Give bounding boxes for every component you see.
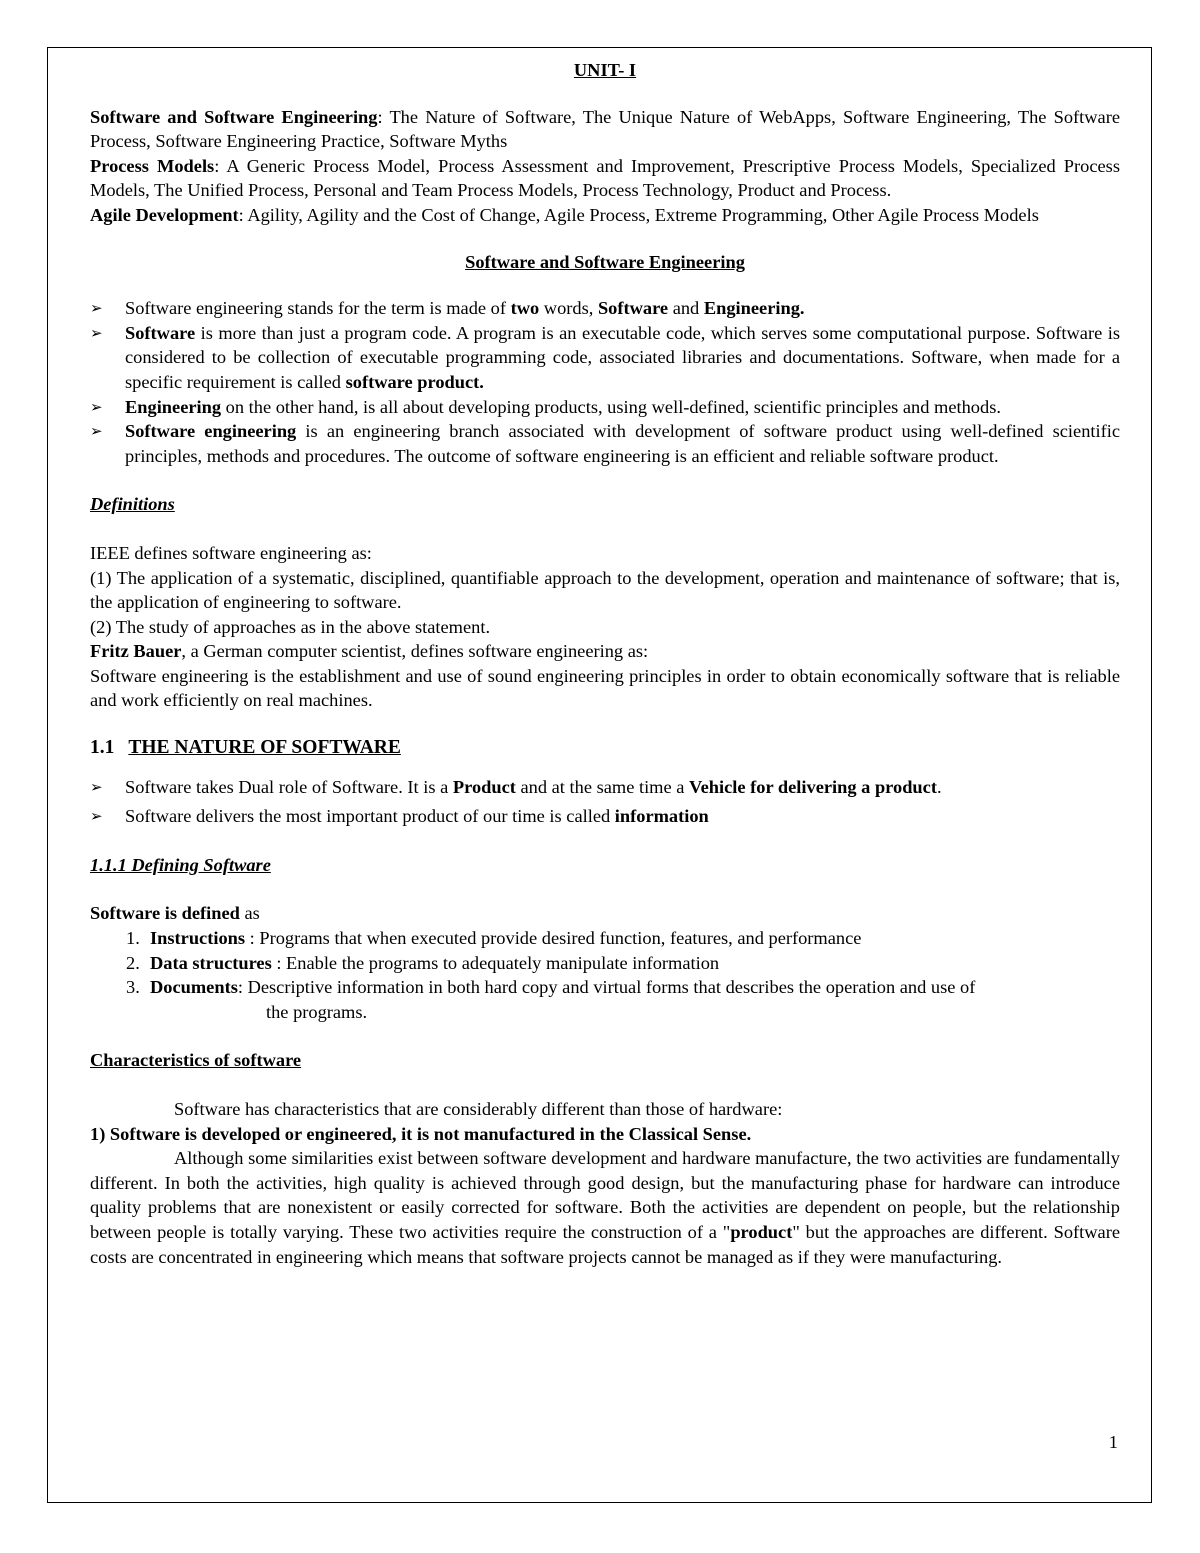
item-number: 2.: [126, 952, 140, 973]
syllabus-text: : A Generic Process Model, Process Assessment and Improvement, Prescriptive Process Models, Specialized Process Models, The Unified Process, Personal and Team Process Models, Process Technology, Product and Process.: [90, 155, 1120, 201]
text: Software delivers the most important product of our time is called: [125, 806, 615, 827]
nature-heading: [90, 736, 1120, 761]
item-number: 1.: [126, 928, 140, 949]
arrow-bullet-icon: ➢: [90, 397, 103, 416]
list-item: [90, 775, 1120, 800]
arrow-bullet-icon: ➢: [90, 299, 103, 318]
bold-text: Software engineering: [125, 421, 297, 442]
syllabus-label: Software and Software Engineering: [90, 106, 378, 127]
text: is an engineering branch associated with development of software product using well-defined scientific principles, methods and procedures. The outcome of software engineering is an efficient and reliable software product.: [125, 421, 1120, 466]
characteristics-heading: Characteristics of software: [90, 1050, 302, 1071]
text: " but the approaches are different. Software costs are concentrated in engineering which means that software projects cannot be managed as if they were manufacturing.: [90, 1221, 1121, 1267]
section-number: 1.1: [90, 737, 115, 759]
arrow-bullet-icon: ➢: [90, 777, 103, 796]
bold-text: Documents: [150, 977, 238, 998]
ieee-line: IEEE defines software engineering as:: [90, 542, 372, 563]
arrow-bullet-icon: ➢: [90, 422, 103, 441]
software-definition-list: [90, 926, 1120, 1024]
syllabus-text: : Agility, Agility and the Cost of Change, Agile Process, Extreme Programming, Other Agile Process Models: [238, 204, 1039, 225]
section-heading: Software and Software Engineering: [465, 251, 745, 272]
fritz-bauer-line: [90, 639, 1120, 664]
bold-text: Vehicle for delivering a product: [689, 776, 937, 797]
item-number: 3.: [126, 977, 140, 998]
defined-as-line: [90, 901, 1120, 926]
text: and at the same time a: [515, 776, 690, 797]
text: , a German computer scientist, defines software engineering as:: [181, 641, 649, 662]
syllabus-label: Process Models: [90, 155, 215, 176]
text: Software engineering stands for the term is made of: [125, 298, 511, 319]
fritz-bauer-definition: Software engineering is the establishment and use of sound engineering principles in order to obtain economically software that is reliable and work efficiently on real machines.: [90, 665, 1120, 711]
list-item: [90, 296, 1120, 321]
list-item: [90, 804, 1120, 829]
bold-text: information: [614, 806, 709, 827]
text: : Enable the programs to adequately manipulate information: [271, 952, 720, 973]
bold-text: Data structures: [150, 952, 272, 973]
list-item: [126, 926, 1120, 951]
text: Although some similarities exist between software development and hardware manufacture, the two activities are fundamentally different. In both the activities, high quality is achieved through good design, but the manufacturing phase for hardware can introduce quality problems that are nonexistent or easily corrected for software. Both the activities are dependent on people, but the relationship between people is totally varying. These two activities require the construction of a ": [90, 1148, 1120, 1242]
syllabus-process-models: [90, 154, 1120, 203]
bold-text: Engineering.: [703, 298, 805, 319]
text: : Programs that when executed provide desired function, features, and performance: [245, 928, 862, 949]
bold-text: software product.: [345, 371, 484, 392]
syllabus-agile: [90, 203, 1120, 228]
definition-1: (1) The application of a systematic, disciplined, quantifiable approach to the development, operation and maintenance of software; that is, the application of engineering to software.: [90, 567, 1120, 613]
text: on the other hand, is all about developing products, using well-defined, scientific principles and methods.: [221, 396, 1001, 417]
defining-software-heading: 1.1.1 Defining Software: [90, 854, 271, 875]
definitions-heading: Definitions: [90, 494, 175, 515]
page-number: 1: [1108, 1432, 1118, 1452]
bold-text: Instructions: [150, 928, 246, 949]
list-item: [90, 395, 1120, 420]
characteristic-point-1: 1) Software is developed or engineered, it is not manufactured in the Classical Sense.: [90, 1123, 752, 1144]
list-item: [90, 321, 1120, 395]
list-item: [126, 975, 1120, 1000]
text: words,: [539, 298, 598, 319]
bold-text: Engineering: [125, 396, 222, 417]
bold-text: product: [730, 1221, 793, 1242]
definition-2: (2) The study of approaches as in the above statement.: [90, 616, 491, 637]
section-title: THE NATURE OF SOFTWARE: [128, 737, 401, 759]
document-body: [90, 58, 1120, 1269]
characteristics-intro: Software has characteristics that are considerably different than those of hardware:: [174, 1099, 783, 1119]
arrow-bullet-icon: ➢: [90, 323, 103, 342]
syllabus-software-engineering: [90, 105, 1120, 154]
bold-text: Software: [597, 298, 669, 319]
text: and: [668, 298, 704, 319]
text: Software takes Dual role of Software. It is a: [125, 776, 453, 797]
bold-text: Product: [452, 776, 516, 797]
list-item: [90, 419, 1120, 468]
syllabus-label: Agile Development: [90, 204, 239, 225]
text: : Descriptive information in both hard copy and virtual forms that describes the operation and use of: [237, 977, 976, 998]
bold-text: Software is defined: [90, 903, 240, 924]
text: is more than just a program code. A program is an executable code, which serves some computational purpose. Software is considered to be collection of executable programming code, associated libraries and documentations. Software, when made for a specific requirement is called: [125, 322, 1120, 392]
characteristic-paragraph: [90, 1146, 1120, 1269]
list-item: [126, 951, 1120, 976]
bold-text: Fritz Bauer: [90, 641, 182, 662]
syllabus-text: : The Nature of Software, The Unique Nature of WebApps, Software Engineering, The Software Process, Software Engineering Practice, Software Myths: [90, 106, 1120, 152]
arrow-bullet-icon: ➢: [90, 807, 103, 826]
bold-text: two: [510, 298, 540, 319]
list-item-continuation: the programs.: [266, 1001, 368, 1022]
text: as: [239, 903, 260, 924]
text: .: [936, 776, 942, 797]
bold-text: Software: [125, 322, 196, 343]
nature-bullet-list: [90, 775, 1120, 829]
unit-title: UNIT- I: [573, 60, 637, 80]
intro-bullet-list: [90, 296, 1120, 468]
